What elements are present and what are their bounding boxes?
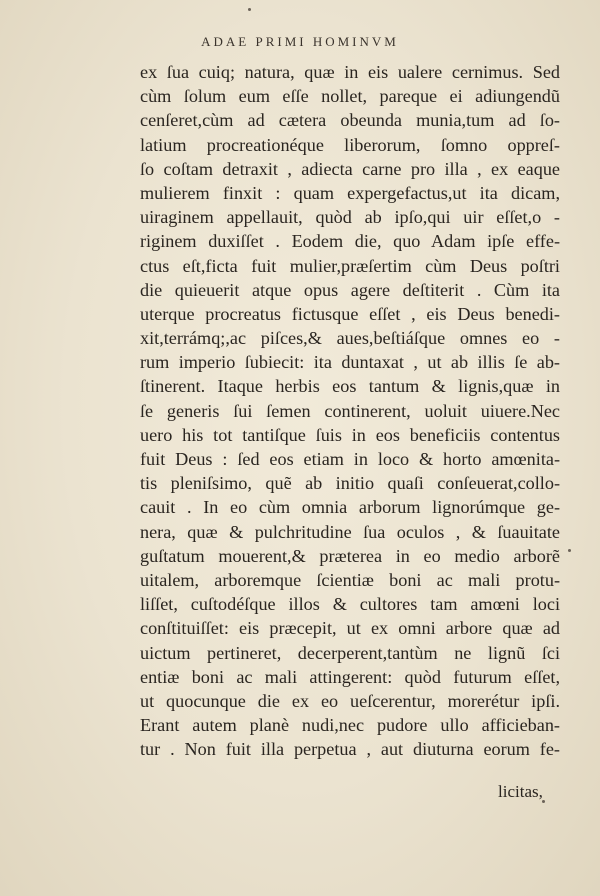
- text-line: die quieuerit atque opus agere deſtiterit . Cùm ita: [140, 279, 560, 300]
- text-line: tis pleniſsimo, quẽ ab initio quaſi conſeuerat,collo-: [140, 473, 560, 494]
- text-line: ex ſua cuiq; natura, quæ in eis ualere cernimus. Sed: [140, 62, 560, 82]
- text-line: latium procreationéque liberorum, ſomno oppreſ-: [140, 134, 560, 155]
- catchword: licitas,: [498, 782, 543, 801]
- text-line: nera, quæ & pulchritudine ſua oculos , & ſuauitate: [140, 521, 560, 542]
- text-line: cùm ſolum eum eſſe nollet, pareque ei adiungendũ: [140, 86, 560, 107]
- text-line: riginem duxiſſet . Eodem die, quo Adam ipſe effe-: [140, 231, 560, 252]
- page-speck: [248, 8, 251, 11]
- text-line: guſtatum mouerent,& præterea in eo medio arborẽ: [140, 545, 560, 566]
- text-line: fuit Deus : ſed eos etiam in loco & horto amœnita-: [140, 449, 560, 469]
- text-line: Erant autem planè nudi,nec pudore ullo afficieban-: [140, 715, 560, 736]
- text-line: uiraginem appellauit, quòd ab ipſo,qui uir eſſet,o -: [140, 207, 560, 228]
- text-line: ſo coſtam detraxit , adiecta carne pro illa , ex eaque: [140, 158, 560, 179]
- text-line: rum imperio ſubiecit: ita duntaxat , ut ab illis ſe ab-: [140, 352, 560, 373]
- text-line: ſe generis ſui ſemen continerent, uoluit uiuere.Nec: [140, 400, 560, 421]
- page-speck: [568, 549, 571, 552]
- text-line: liſſet, cuſtodéſque illos & cultores tam amœni loci: [140, 594, 560, 615]
- text-line: ut quocunque die ex eo ueſcerentur, morerétur ipſi.: [140, 690, 560, 711]
- text-line: cenſeret,cùm ad cætera obeunda munia,tum ad ſo-: [140, 110, 560, 131]
- text-line: uterque procreatus fictusque eſſet , eis Deus benedi-: [140, 303, 560, 324]
- text-line: xit,terrámq;,ac piſces,& aues,beſtiáſque omnes eo -: [140, 328, 560, 349]
- text-line: mulierem finxit : quam expergefactus,ut ita dicam,: [140, 182, 560, 203]
- text-line: uictum pertineret, decerperent,tantùm ne lignũ ſci: [140, 642, 560, 663]
- text-line: conſtituiſſet: eis præcepit, ut ex omni arbore quæ ad: [140, 618, 560, 639]
- text-block: [140, 60, 560, 761]
- text-line: ſtinerent. Itaque herbis eos tantum & lignis,quæ in: [140, 376, 560, 397]
- running-head: ADAE PRIMI HOMINVM: [201, 34, 399, 49]
- text-line: uero his tot tantiſque ſuis in eos beneficiis contentus: [140, 424, 560, 445]
- text-line: uitalem, arboremque ſcientiæ boni ac mali protu-: [140, 569, 560, 590]
- text-line: entiæ boni ac mali attingerent: quòd futurum eſſet,: [140, 666, 560, 687]
- text-line: cauit . In eo cùm omnia arborum lignorúmque ge-: [140, 497, 560, 518]
- text-line: ctus eſt,ficta fuit mulier,præſertim cùm Deus poſtri: [140, 255, 560, 276]
- text-line: tur . Non fuit illa perpetua , aut diuturna eorum fe-: [140, 739, 560, 760]
